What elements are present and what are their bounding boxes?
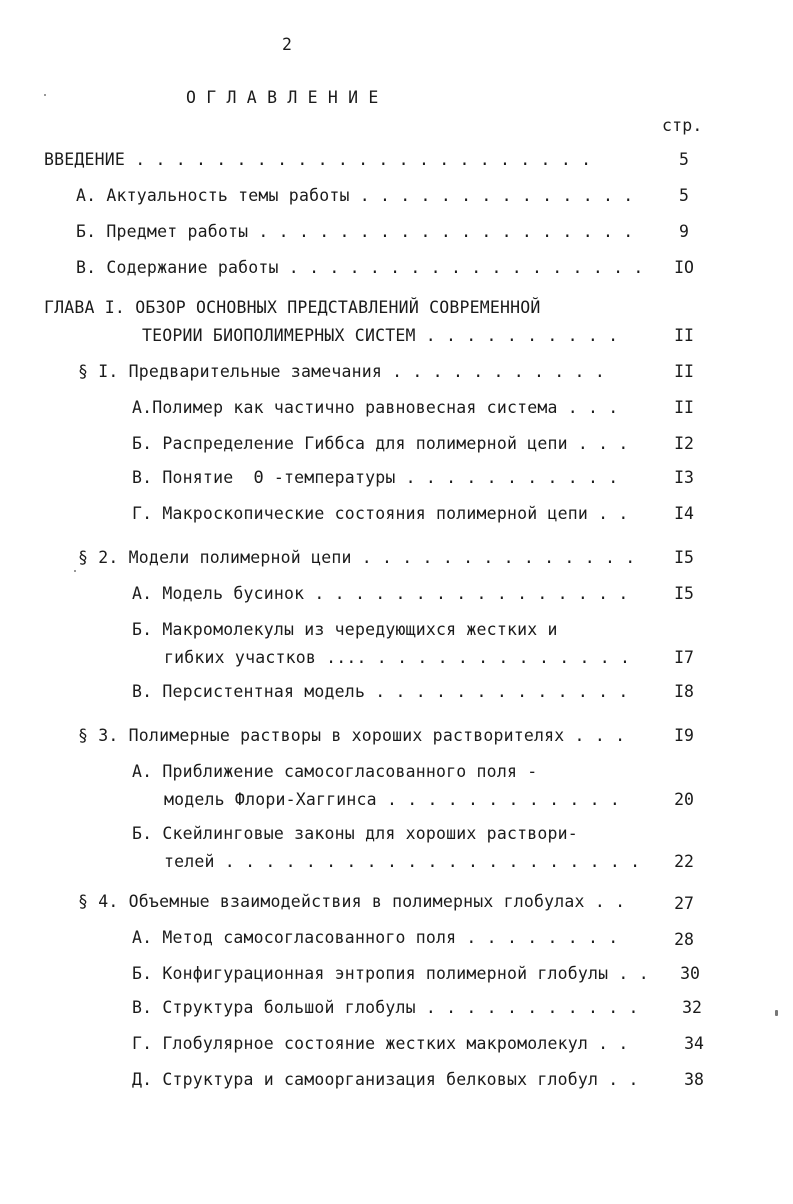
- scan-speck: [775, 1010, 778, 1016]
- toc-entry-text: Г. Глобулярное состояние жестких макромолекул . .: [132, 1034, 629, 1053]
- toc-entry-text: А.Полимер как частично равновесная система . . .: [132, 398, 619, 417]
- toc-entry-page: II: [674, 362, 694, 381]
- toc-entry-text-cont: телей . . . . . . . . . . . . . . . . . . . . .: [164, 852, 641, 871]
- toc-entry-page: I7: [674, 648, 694, 667]
- toc-entry-page: 30: [680, 964, 700, 983]
- toc-chapter-heading: ГЛАВА I. ОБЗОР ОСНОВНЫХ ПРЕДСТАВЛЕНИЙ СОВРЕМЕННОЙ: [44, 298, 541, 317]
- toc-entry-text: ВВЕДЕНИЕ . . . . . . . . . . . . . . . . . . . . . . .: [44, 150, 592, 169]
- toc-entry-page: II: [674, 326, 694, 345]
- toc-section: § 3. Полимерные растворы в хороших растворителях . . .: [78, 726, 626, 745]
- toc-entry-page: 5: [679, 186, 689, 205]
- toc-entry-text: Г. Макроскопические состояния полимерной цепи . .: [132, 504, 629, 523]
- toc-entry-text: А. Модель бусинок . . . . . . . . . . . . . . . .: [132, 584, 629, 603]
- toc-entry-page: 38: [684, 1070, 704, 1089]
- toc-entry-text: В. Персистентная модель . . . . . . . . . . . . .: [132, 682, 629, 701]
- toc-entry-text: В. Понятие Θ -температуры . . . . . . . . . . .: [132, 468, 619, 487]
- toc-entry-text: А. Актуальность темы работы . . . . . . . . . . . . . .: [76, 186, 634, 205]
- toc-entry-text: А. Метод самосогласованного поля . . . . . . . .: [132, 928, 619, 947]
- toc-entry-page: I8: [674, 682, 694, 701]
- toc-entry-text: Б. Предмет работы . . . . . . . . . . . . . . . . . . .: [76, 222, 634, 241]
- toc-entry-page: 28: [674, 930, 694, 949]
- page-number: 2: [282, 35, 293, 54]
- toc-entry-text: А. Приближение самосогласованного поля -: [132, 762, 538, 781]
- toc-entry-page: I4: [674, 504, 694, 523]
- toc-entry-page: I2: [674, 434, 694, 453]
- toc-entry-text: Б. Макромолекулы из чередующихся жестких и: [132, 620, 558, 639]
- toc-chapter-heading-cont: ТЕОРИИ БИОПОЛИМЕРНЫХ СИСТЕМ . . . . . . . . . .: [142, 326, 619, 345]
- scan-speck: [74, 570, 76, 572]
- toc-entry-page: I3: [674, 468, 694, 487]
- toc-entry-text: Б. Конфигурационная энтропия полимерной глобулы . .: [132, 964, 649, 983]
- toc-section: § I. Предварительные замечания . . . . . . . . . . .: [78, 362, 605, 381]
- toc-entry-text-cont: гибких участков .... . . . . . . . . . . . . .: [164, 648, 631, 667]
- page-title: О Г Л А В Л Е Н И Е: [186, 88, 379, 107]
- toc-entry-page: 22: [674, 852, 694, 871]
- toc-entry-text: Б. Скейлинговые законы для хороших раствори-: [132, 824, 578, 843]
- toc-entry-page: 27: [674, 894, 694, 913]
- toc-entry-page: 5: [679, 150, 689, 169]
- toc-entry-page: IO: [674, 258, 694, 277]
- toc-entry-page: I5: [674, 548, 694, 567]
- toc-entry-page: 9: [679, 222, 689, 241]
- toc-entry-text: Б. Распределение Гиббса для полимерной цепи . . .: [132, 434, 629, 453]
- toc-entry-page: 34: [684, 1034, 704, 1053]
- toc-entry-text: Д. Структура и самоорганизация белковых глобул . .: [132, 1070, 639, 1089]
- toc-entry-page: II: [674, 398, 694, 417]
- toc-section: § 4. Объемные взаимодействия в полимерных глобулах . .: [78, 892, 626, 911]
- toc-entry-text: В. Структура большой глобулы . . . . . . . . . . .: [132, 998, 639, 1017]
- toc-entry-page: I9: [674, 726, 694, 745]
- toc-entry-page: I5: [674, 584, 694, 603]
- page-column-header: стр.: [662, 116, 703, 135]
- toc-entry-page: 32: [682, 998, 702, 1017]
- scan-speck: [44, 94, 46, 96]
- toc-entry-page: 20: [674, 790, 694, 809]
- toc-entry-text: В. Содержание работы . . . . . . . . . . . . . . . . . .: [76, 258, 644, 277]
- toc-section: § 2. Модели полимерной цепи . . . . . . . . . . . . . .: [78, 548, 636, 567]
- toc-entry-text-cont: модель Флори-Хаггинса . . . . . . . . . . . .: [164, 790, 621, 809]
